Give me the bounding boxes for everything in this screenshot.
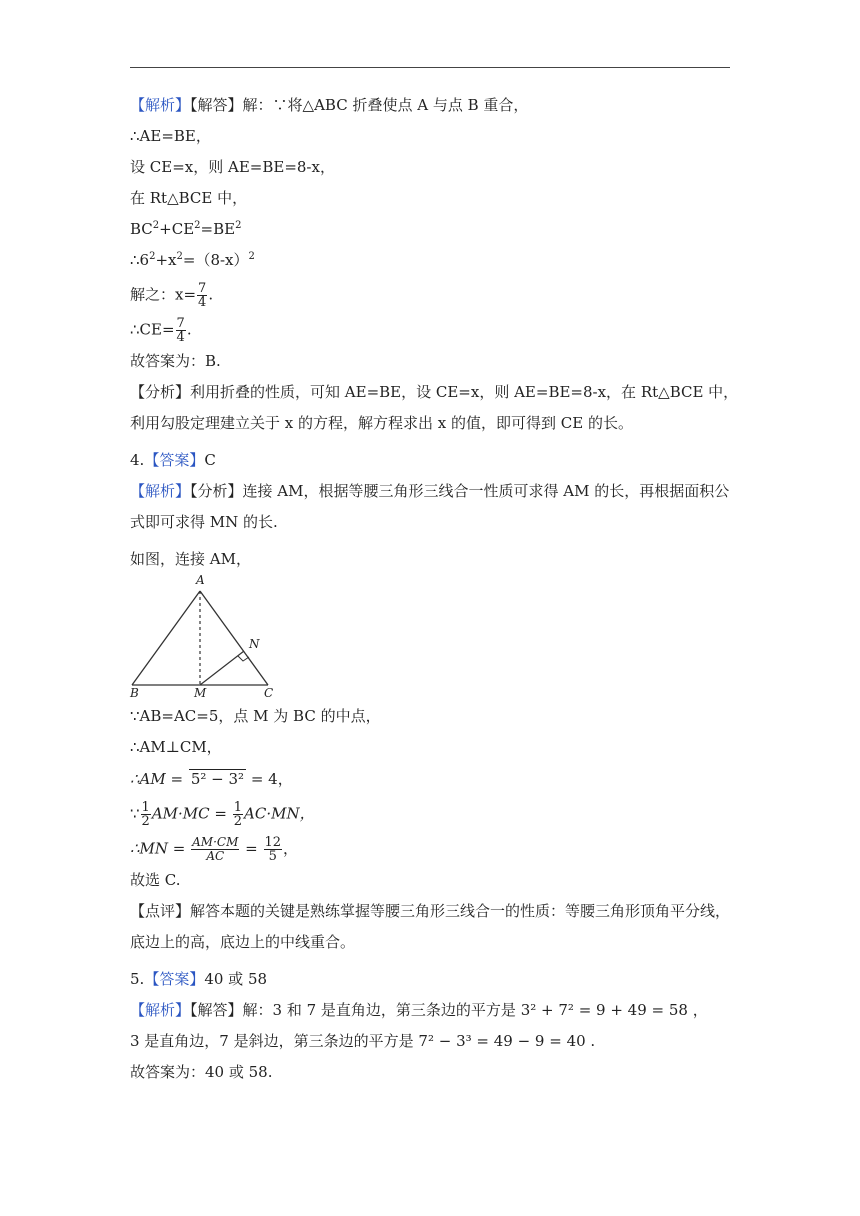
q4-answer-line: 4.【答案】C xyxy=(130,451,216,469)
label-n: N xyxy=(249,637,260,651)
p3-line-7: 解之：x= $\frac{7}{4}$ . xyxy=(130,281,214,310)
tag-jieda: 【解答】 xyxy=(190,96,243,114)
p3-line-9: 故答案为：B. xyxy=(130,352,221,370)
q4-step-1: ∵AB=AC=5，点 M 为 BC 的中点， xyxy=(130,707,381,725)
p3-line-5: $BC^2+CE^2=BE^2$ xyxy=(130,220,242,238)
label-b: B xyxy=(130,686,139,700)
q4-intro: 如图，连接 AM， xyxy=(130,550,251,568)
p3-line-8: ∴CE= $\frac{7}{4}$ . xyxy=(130,316,192,345)
p3-line-6: $\therefore 6^2+x^2=(8-x)^2$ xyxy=(130,251,255,269)
p3-line-2: ∴AE=BE， xyxy=(130,127,211,145)
p3-line-1: 【解析】【解答】解：∵将△ABC 折叠使点 A 与点 B 重合， xyxy=(130,96,529,114)
q5-answer-line: 5.【答案】40 或 58 xyxy=(130,970,268,988)
p3-line-4: 在 Rt△BCE 中， xyxy=(130,189,248,207)
p3-analysis: 【分析】利用折叠的性质，可知 AE=BE，设 CE=x，则 AE=BE=8-x，在 Rt△BCE 中，利用勾股定理建立关于 x 的方程，解方程求出 x 的值，即可得到 CE 的长。 xyxy=(130,383,739,432)
q4-step-5: ∴MN = $\frac{AM\cdot CM}{AC}$ = $\frac{12}{5}$ ， xyxy=(130,835,299,864)
q4-step-2: ∴AM⊥CM， xyxy=(130,738,222,756)
header-rule xyxy=(130,67,730,68)
p3-line-3: 设 CE=x，则 AE=BE=8-x， xyxy=(130,158,335,176)
tag-jiexi: 【解析】 xyxy=(130,96,191,114)
q4-analysis: 【解析】【分析】连接 AM，根据等腰三角形三线合一性质可求得 AM 的长，再根据面积公式即可求得 MN 的长. xyxy=(130,482,730,531)
q5-line-3: 故答案为：40 或 58. xyxy=(130,1063,273,1081)
fraction: $\frac{7}{4}$ xyxy=(198,281,207,310)
q4-step-4: ∵ $\frac{1}{2}$ AM·MC = $\frac{1}{2}$ AC·MN， xyxy=(130,800,315,829)
document-body xyxy=(130,96,740,1094)
label-a: A xyxy=(196,573,205,587)
q4-step-6: 故选 C. xyxy=(130,871,181,889)
q4-step-3: ∴AM = 5² − 3² = 4， xyxy=(130,770,293,788)
label-m: M xyxy=(194,686,207,700)
q5-line-1: 【解析】【解答】解：3 和 7 是直角边，第三条边的平方是 3² + 7² = 9 + 49 = 58 ， xyxy=(130,1001,708,1019)
fraction: $\frac{7}{4}$ xyxy=(176,316,185,345)
q4-comment: 【点评】解答本题的关键是熟练掌握等腰三角形三线合一的性质：等腰三角形顶角平分线，底边上的高，底边上的中线重合。 xyxy=(130,902,731,951)
triangle-figure xyxy=(130,573,280,701)
label-c: C xyxy=(264,686,274,700)
sqrt-sign: 5² − 3² xyxy=(190,770,245,788)
q5-line-2: 3 是直角边，7 是斜边，第三条边的平方是 7² − 3³ = 49 − 9 = 40 . xyxy=(130,1032,596,1050)
